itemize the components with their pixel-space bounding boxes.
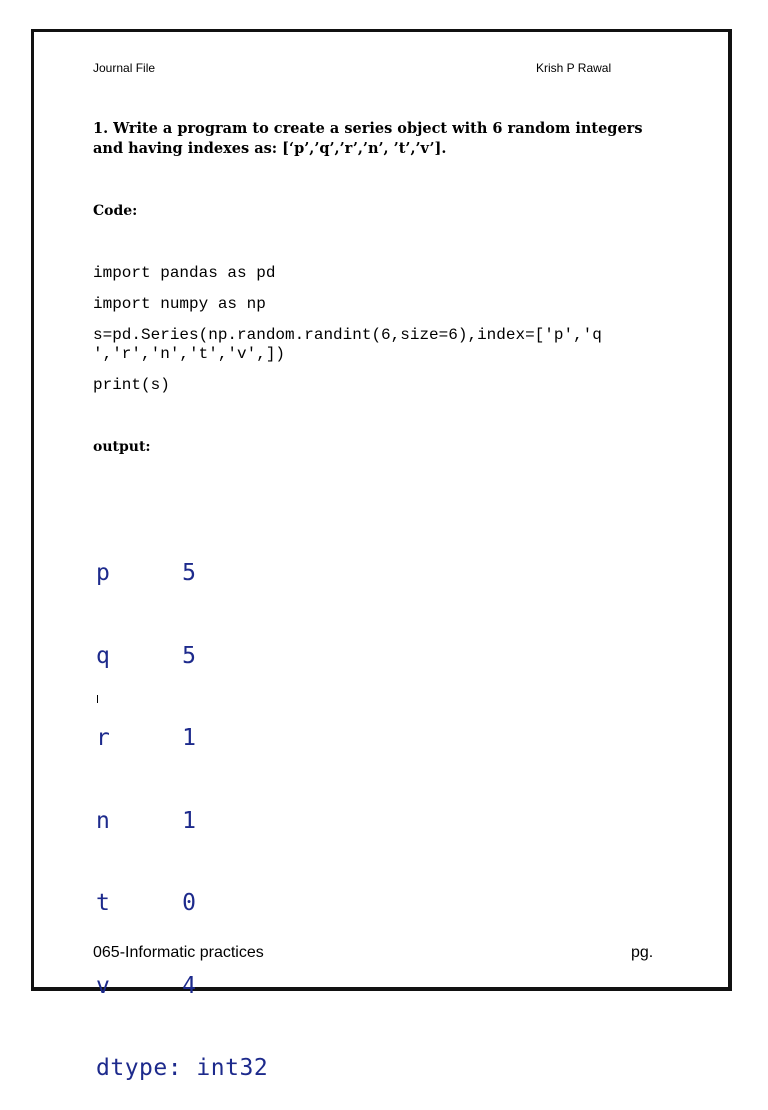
question-text bbox=[93, 119, 663, 159]
code-line-4: print(s) bbox=[93, 376, 170, 394]
text-cursor bbox=[97, 695, 98, 703]
output-row: v 4 bbox=[96, 972, 197, 999]
question-line-1: 1. Write a program to create a series object with 6 random integers bbox=[93, 120, 643, 137]
code-line-3a: s=pd.Series(np.random.randint(6,size=6),index=['p','q bbox=[93, 326, 602, 344]
output-heading: output: bbox=[93, 439, 151, 455]
footer-page-label: pg. bbox=[631, 944, 654, 961]
code-heading: Code: bbox=[93, 203, 138, 219]
output-row: r 1 bbox=[96, 725, 197, 751]
output-block bbox=[96, 505, 268, 1110]
footer-subject: 065-Informatic practices bbox=[93, 944, 264, 961]
output-row: p 5 bbox=[96, 560, 197, 586]
output-row: n 1 bbox=[96, 807, 197, 834]
code-line-3b: ','r','n','t','v',]) bbox=[93, 345, 286, 363]
code-line-2: import numpy as np bbox=[93, 295, 266, 313]
code-line-1: import pandas as pd bbox=[93, 264, 276, 282]
header-left-text: Journal File bbox=[93, 61, 156, 75]
output-dtype: dtype: int32 bbox=[96, 1055, 269, 1081]
header-author: Krish P Rawal bbox=[536, 61, 612, 75]
output-row: t 0 bbox=[96, 890, 197, 916]
question-line-2: and having indexes as: [‘p’,’q’,’r’,’n’, ’t’,’v’]. bbox=[93, 140, 447, 157]
output-row: q 5 bbox=[96, 642, 197, 669]
